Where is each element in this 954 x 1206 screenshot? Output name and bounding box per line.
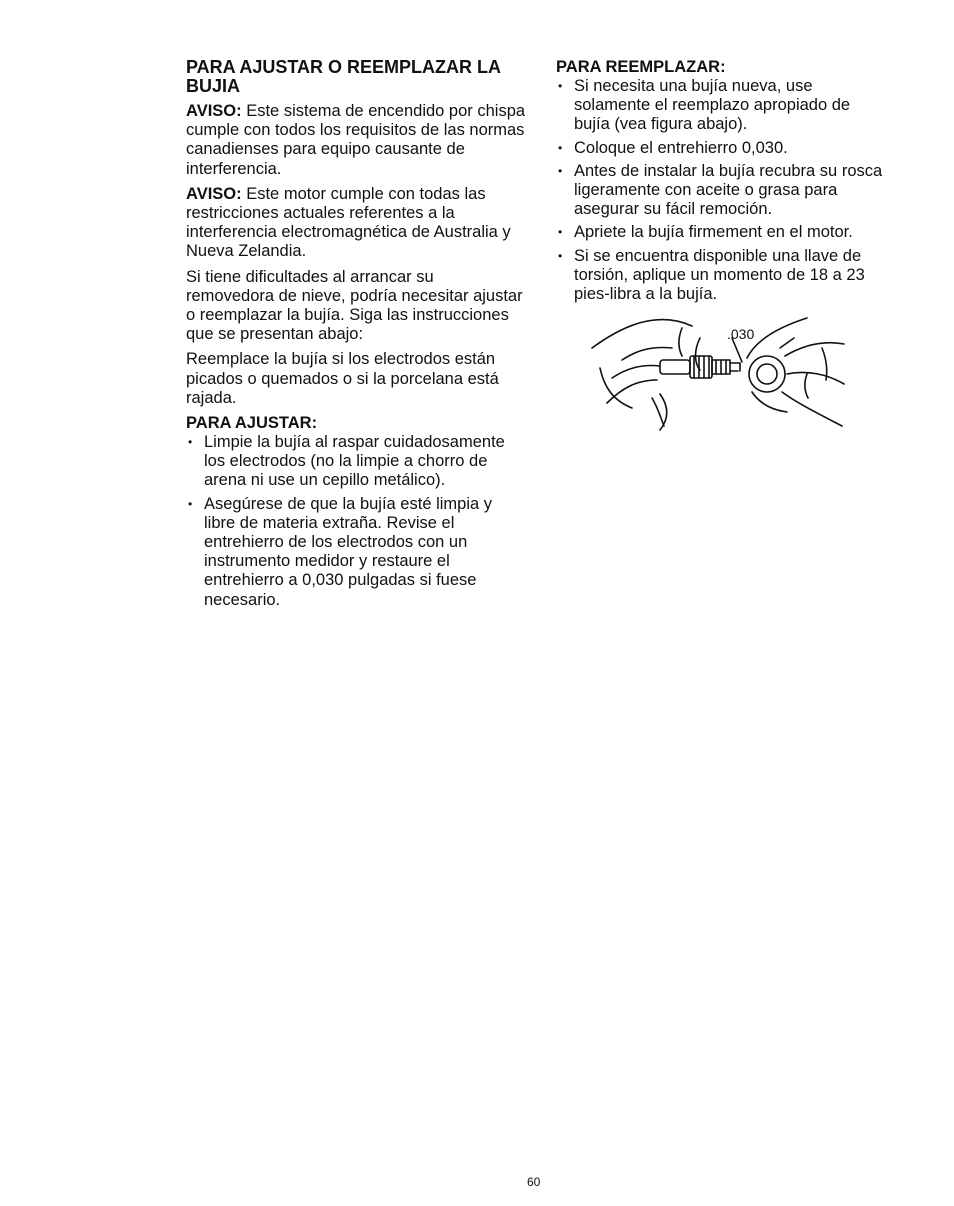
reemplazar-item — [556, 139, 886, 158]
right-column — [556, 58, 886, 308]
aviso-1-text: Este sistema de encendido por chispa cumple con todos los requisitos de las normas canadienses para equipo causante de interferencia. — [186, 102, 526, 178]
gap-measurement-label: .030 — [727, 326, 755, 342]
ajustar-item — [186, 495, 526, 610]
reemplazar-item — [556, 223, 886, 242]
bullet-icon: • — [558, 163, 563, 178]
bullet-icon: • — [558, 225, 563, 240]
aviso-2-text: Este motor cumple con todas las restricciones actuales referentes a la interferencia electromagnética de Australia y Nueva Zelandia. — [186, 184, 511, 261]
reemplazar-item-text: Si se encuentra disponible una llave de torsión, aplique un momento de 18 a 23 pies-libra a la bujía. — [574, 246, 865, 304]
bullet-icon: • — [188, 435, 193, 450]
ajustar-heading: PARA AJUSTAR: — [186, 414, 318, 433]
bullet-icon: • — [558, 248, 563, 263]
bullet-icon: • — [558, 140, 563, 155]
aviso-2 — [186, 185, 526, 262]
reemplazar-item-text: Si necesita una bujía nueva, use solamente el reemplazo apropiado de bujía (vea figura abajo). — [574, 77, 851, 134]
reemplazar-list — [556, 77, 886, 304]
reemplazar-item — [556, 247, 886, 305]
reemplazar-item-text: Apriete la bujía firmement en el motor. — [574, 223, 853, 242]
reemplazar-item-text: Coloque el entrehierro 0,030. — [574, 138, 788, 157]
ajustar-item-text: Asegúrese de que la bujía esté limpia y libre de materia extraña. Revise el entrehierro de los electrodos con un instrumento medidor y restaure el entrehierro a 0,030 pulgadas si fuese necesario. — [204, 494, 493, 609]
aviso-2-label: AVISO: — [186, 184, 242, 203]
bullet-icon: • — [558, 79, 563, 93]
spark-plug-gap-figure — [582, 308, 852, 434]
reemplazar-item — [556, 77, 886, 135]
reemplazar-heading: PARA REEMPLAZAR: — [556, 58, 726, 76]
reemplazar-item — [556, 162, 886, 220]
page-number: 60 — [527, 1175, 541, 1189]
section-title: PARA AJUSTAR O REEMPLAZAR LA BUJIA — [186, 57, 501, 96]
ajustar-list — [186, 433, 526, 610]
reemplazar-item-text: Antes de instalar la bujía recubra su rosca ligeramente con aceite o grasa para asegurar su fácil remoción. — [574, 161, 883, 219]
paragraph-replace-condition: Reemplace la bujía si los electrodos están picados o quemados o si la porcelana está rajada. — [186, 350, 499, 407]
aviso-1-label: AVISO: — [186, 102, 242, 120]
ajustar-item — [186, 433, 526, 491]
bullet-icon: • — [188, 496, 193, 511]
left-column — [186, 58, 526, 614]
ajustar-item-text: Limpie la bujía al raspar cuidadosamente los electrodos (no la limpie a chorro de arena ni use un cepillo metálico). — [204, 433, 505, 490]
aviso-1 — [186, 102, 526, 179]
spark-plug-illustration — [582, 308, 852, 434]
paragraph-starting-trouble: Si tiene dificultades al arrancar su removedora de nieve, podría necesitar ajustar o reemplazar la bujía. Siga las instrucciones que se presentan abajo: — [186, 267, 523, 344]
